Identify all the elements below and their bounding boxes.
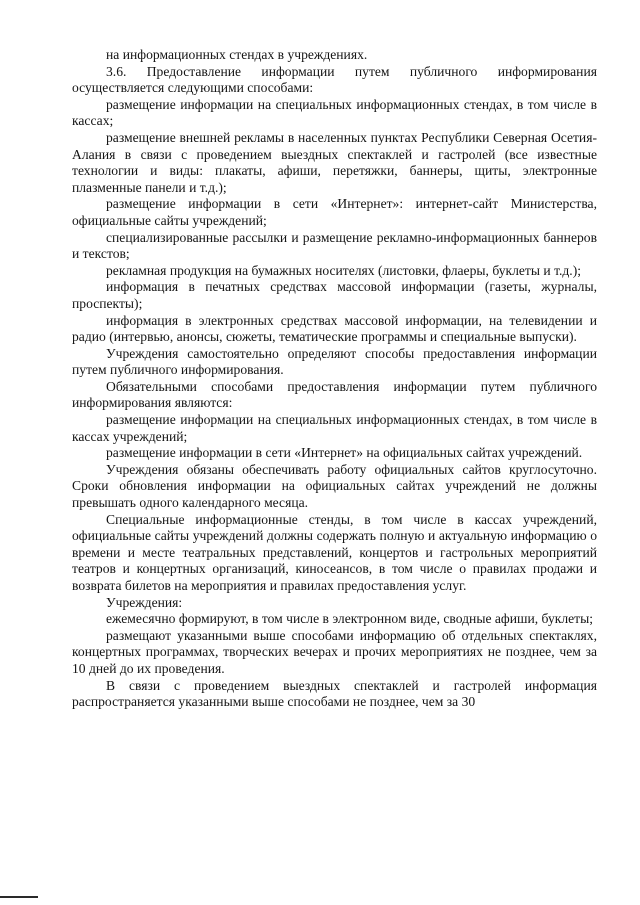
paragraph-list-item: размещение информации в сети «Интернет» на официальных сайтах учреждений. (106, 445, 583, 461)
paragraph-body: Учреждения обязаны обеспечивать работу официальных сайтов круглосуточно. Сроки обновления информации на официальных сайтах учреждений не должны превышать одного календарного месяца. (72, 461, 597, 511)
paragraph-section-3-6: 3.6. Предоставление информации путем публичного информирования осуществляется следующими способами: (72, 63, 597, 96)
paragraph-list-item: ежемесячно формируют, в том числе в электронном виде, сводные афиши, буклеты; (106, 611, 594, 627)
paragraph-continuation: на информационных стендах в учреждениях. (106, 47, 368, 62)
paragraph-list-item: информация в электронных средствах массовой информации, на телевидении и радио (интервью, анонсы, сюжеты, тематические программы и специальные выпуски). (72, 312, 597, 345)
paragraph-body: Учреждения: (106, 594, 183, 610)
paragraph-list-item: размещение информации в сети «Интернет»: интернет-сайт Министерства, официальные сайты учреждений; (72, 196, 597, 228)
paragraph-body: В связи с проведением выездных спектаклей и гастролей информация распространяется указанными выше способами не позднее, чем за 30 (72, 677, 597, 710)
paragraph-list-item: специализированные рассылки и размещение рекламно-информационных баннеров и текстов; (72, 229, 597, 262)
paragraph-body: Обязательными способами предоставления информации путем публичного информирования являются: (72, 378, 597, 411)
paragraph-list-item: рекламная продукция на бумажных носителях (листовки, флаеры, буклеты и т.д.); (106, 262, 582, 278)
paragraph-list-item: информация в печатных средствах массовой информации (газеты, журналы, проспекты); (72, 279, 597, 311)
paragraph-list-item: размещение внешней рекламы в населенных пунктах Республики Северная Осетия-Алания в связи с проведением выездных спектаклей и гастролей (все известные технологии и виды: плакаты, афиши, перетяжки, баннеры, щиты, электронные плазменные панели и т.д.); (72, 129, 597, 195)
paragraph-list-item: размещение информации на специальных информационных стендах, в том числе в кассах учреждений; (72, 412, 597, 444)
paragraph-list-item: размещение информации на специальных информационных стендах, в том числе в кассах; (72, 96, 597, 129)
paragraph-list-item: размещают указанными выше способами информацию об отдельных спектаклях, концертных программах, творческих вечерах и прочих мероприятиях не позднее, чем за 10 дней до их проведения. (72, 627, 597, 676)
page-edge-mark (0, 896, 38, 898)
paragraph-body: Учреждения самостоятельно определяют способы предоставления информации путем публичного информирования. (72, 345, 597, 378)
paragraph-body: Специальные информационные стенды, в том числе в кассах учреждений, официальные сайты учреждений должны содержать полную и актуальную информацию о времени и месте театральных представлений, концертов и гастрольных мероприятий театров и концертных организаций, киносеансов, в том числе о правилах продажи и возврата билетов на мероприятия и правилах предоставления услуг. (72, 511, 597, 593)
document-page (72, 47, 597, 711)
